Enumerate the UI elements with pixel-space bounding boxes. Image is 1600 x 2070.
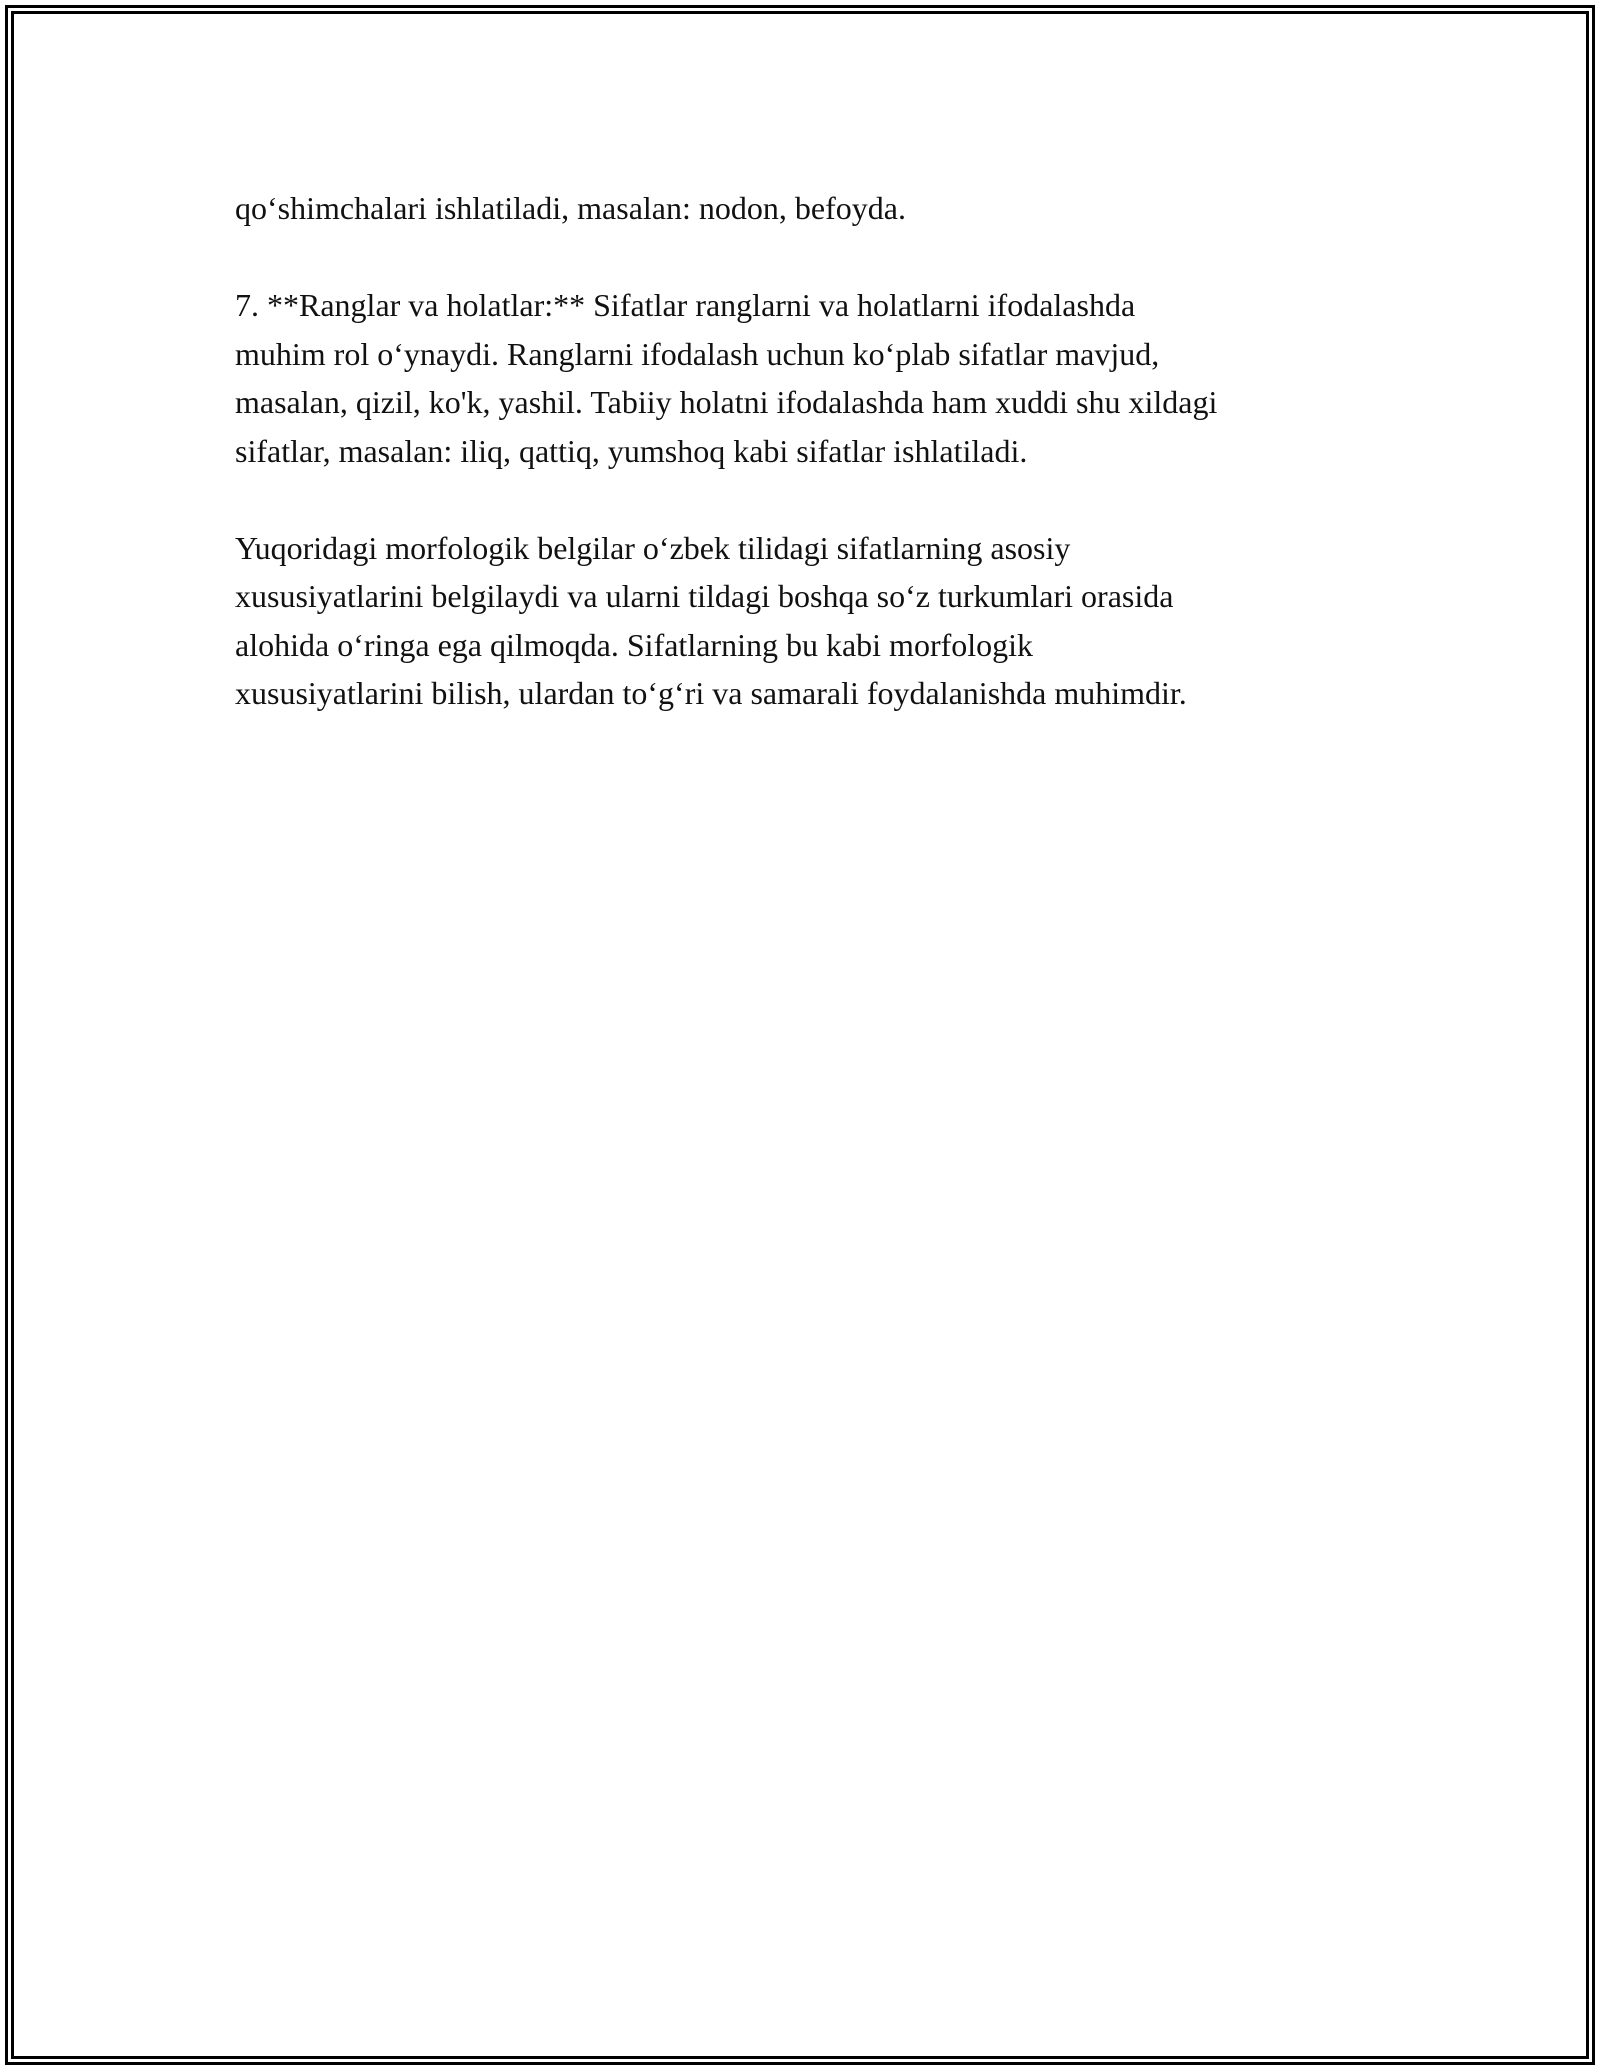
text-line: muhim rol o‘ynaydi. Ranglarni ifodalash uchun ko‘plab sifatlar mavjud, xyxy=(235,335,1160,372)
text-line: 7. **Ranglar va holatlar:** Sifatlar ranglarni va holatlarni ifodalashda xyxy=(235,287,1136,323)
text-line: sifatlar, masalan: iliq, qattiq, yumshoq kabi sifatlar ishlatiladi. xyxy=(235,432,1028,469)
text-line: qo‘shimchalari ishlatiladi, masalan: nodon, befoyda. xyxy=(235,190,906,226)
text-line: masalan, qizil, ko'k, yashil. Tabiiy holatni ifodalashda ham xuddi shu xildagi xyxy=(235,384,1218,420)
document-body xyxy=(235,184,1385,766)
text-line: Yuqoridagi morfologik belgilar o‘zbek tilidagi sifatlarning asosiy xyxy=(235,529,1071,566)
paragraph-conclusion xyxy=(235,524,1385,718)
text-line: xususiyatlarini bilish, ulardan to‘g‘ri va samarali foydalanishda muhimdir. xyxy=(235,675,1187,711)
text-line: alohida o‘ringa ega qilmoqda. Sifatlarning bu kabi morfologik xyxy=(235,626,1034,663)
text-line: xususiyatlarini belgilaydi va ularni tildagi boshqa so‘z turkumlari orasida xyxy=(235,578,1174,614)
paragraph-colors-and-states xyxy=(235,281,1385,475)
paragraph-continuation xyxy=(235,184,1385,233)
